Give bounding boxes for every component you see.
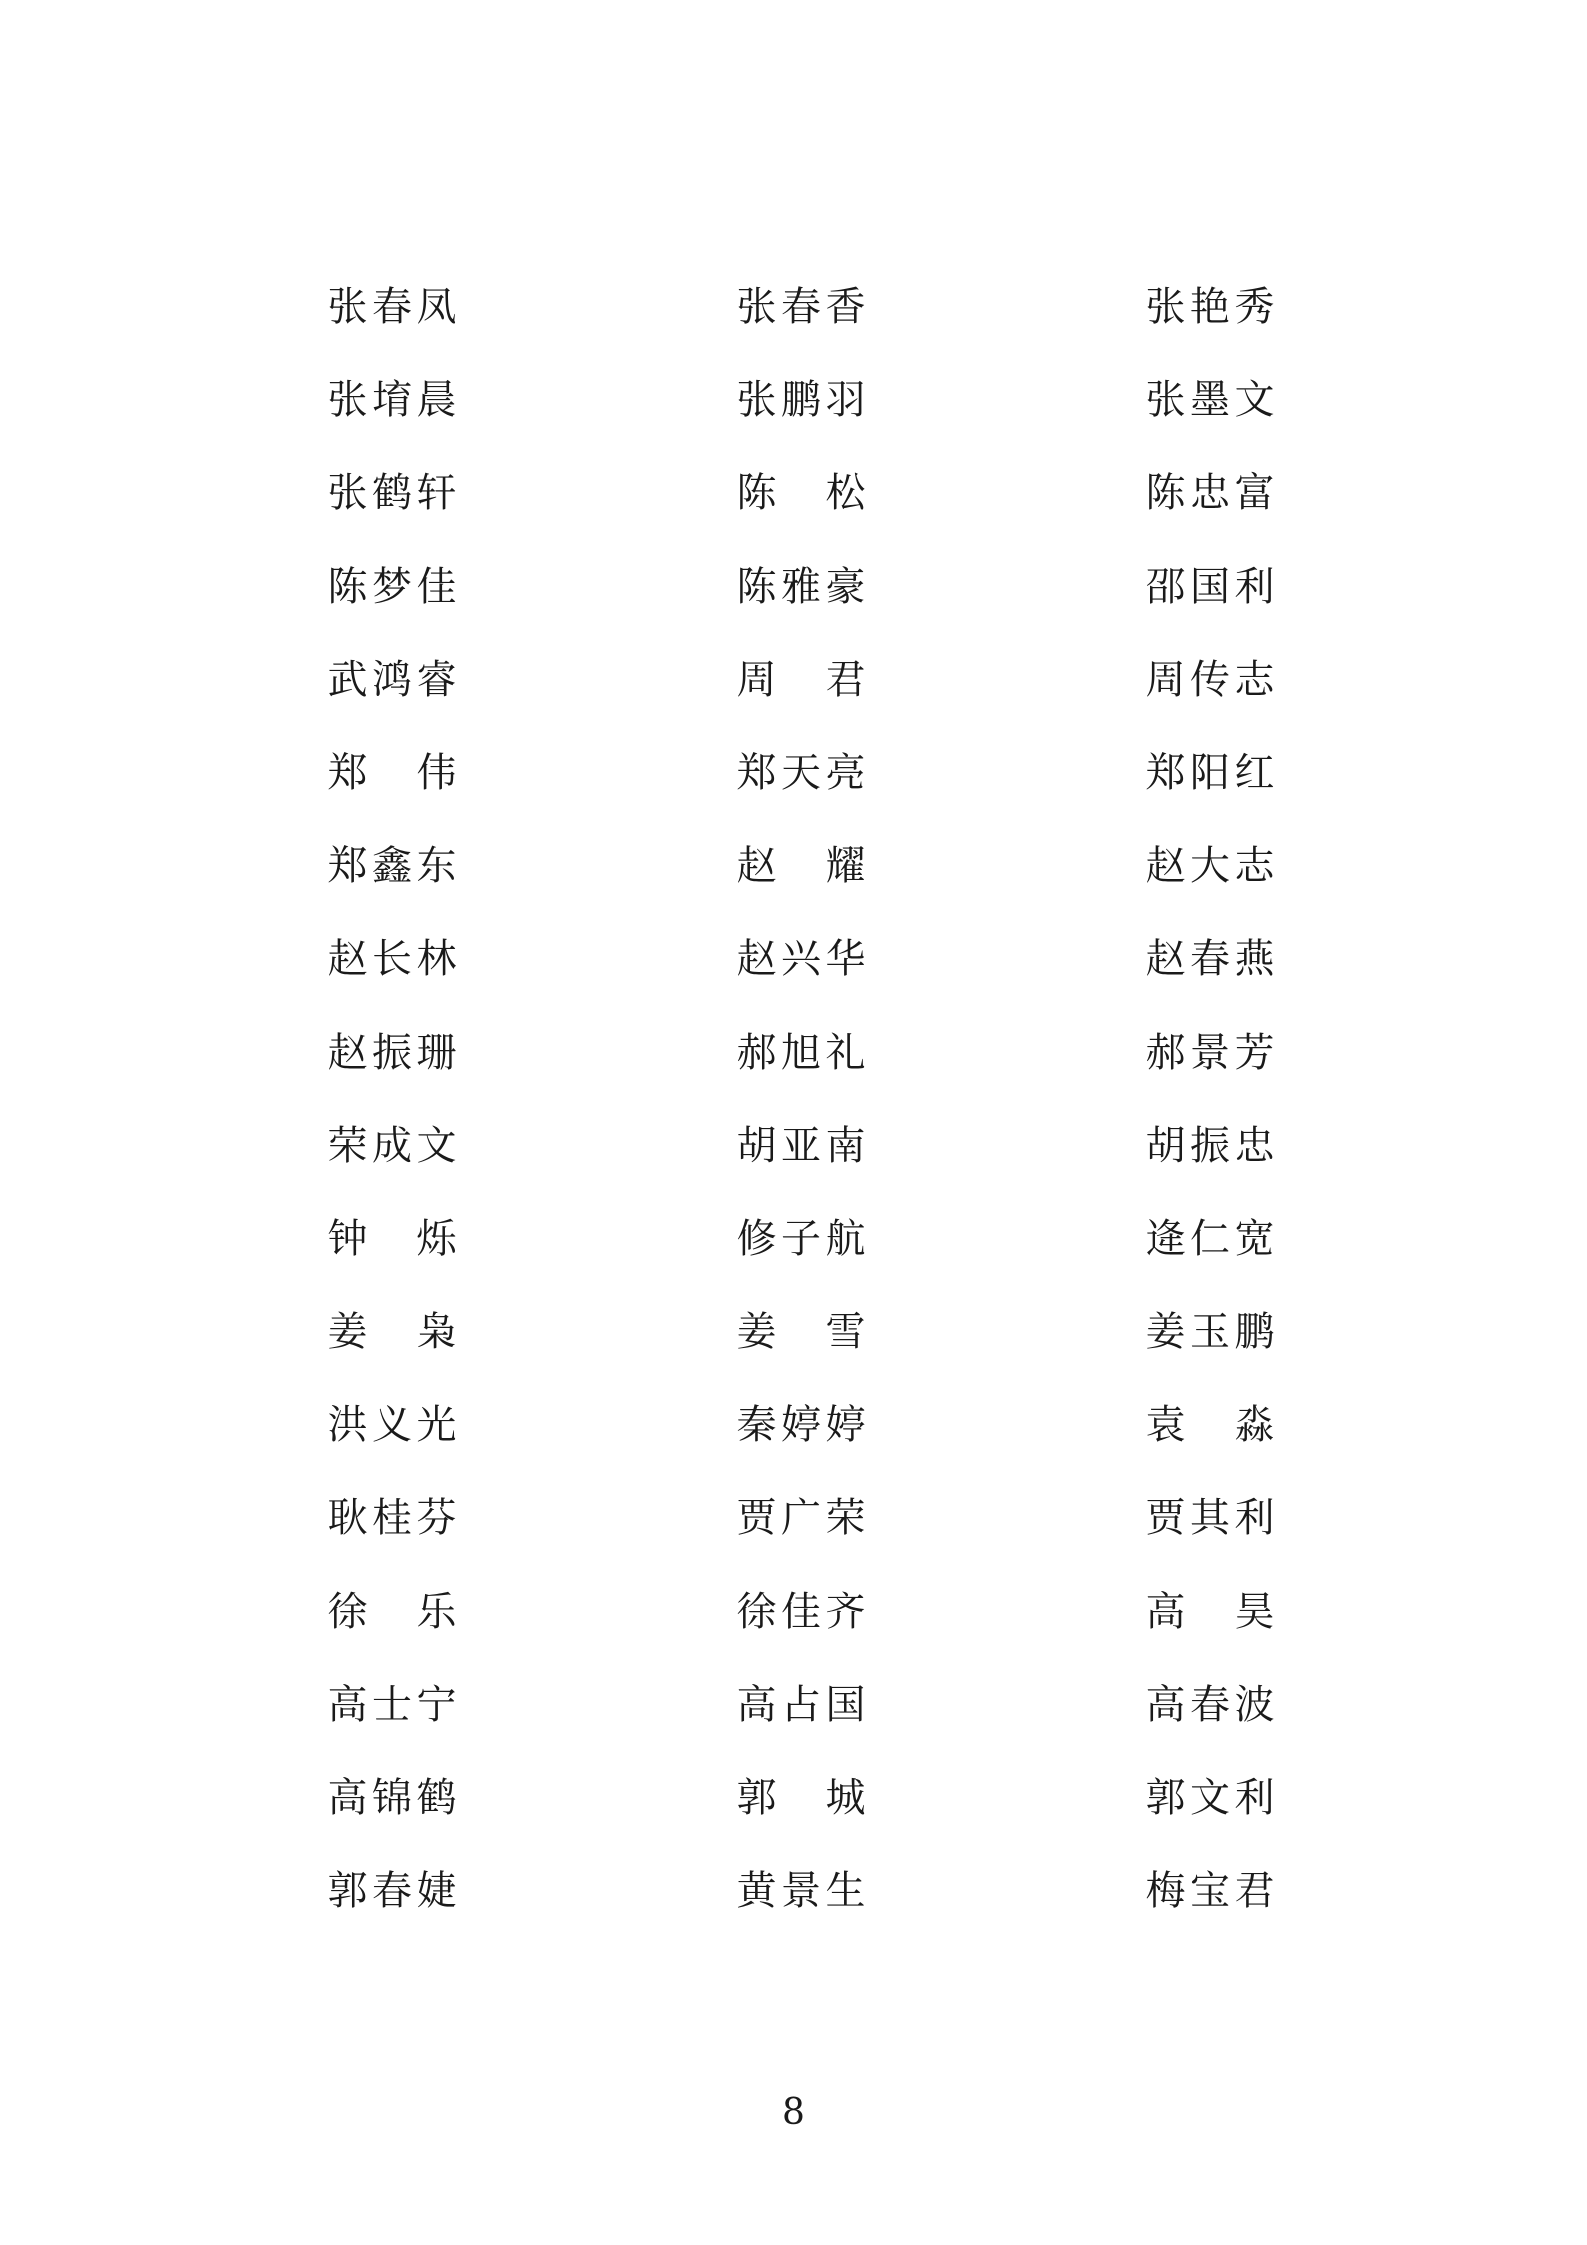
name-row xyxy=(0,836,1587,929)
name-entry: 赵 振 珊 xyxy=(327,1029,457,1076)
name-entry: 郭 城 xyxy=(736,1775,866,1821)
name-entry: 郝 旭 礼 xyxy=(736,1029,866,1076)
name-entry: 高 昊 xyxy=(1145,1588,1275,1635)
name-entry: 张 堉 晨 xyxy=(327,377,457,424)
name-entry: 周 君 xyxy=(736,656,866,703)
name-row xyxy=(0,463,1587,556)
name-entry: 张 春 香 xyxy=(736,284,866,330)
name-entry: 郑 阳 红 xyxy=(1145,749,1275,796)
name-entry: 陈 梦 佳 xyxy=(327,563,457,610)
name-entry: 赵 兴 华 xyxy=(736,936,866,983)
name-entry: 赵 长 林 xyxy=(327,936,457,983)
name-row xyxy=(0,1768,1587,1861)
name-row xyxy=(0,1675,1587,1768)
name-row xyxy=(0,650,1587,743)
name-entry: 赵 耀 xyxy=(736,843,866,890)
name-entry: 徐 佳 齐 xyxy=(736,1588,866,1635)
name-entry: 高 春 波 xyxy=(1145,1681,1275,1728)
name-entry: 张 鹏 羽 xyxy=(736,377,866,424)
name-entry: 郭 文 利 xyxy=(1145,1775,1275,1821)
name-entry: 郭 春 婕 xyxy=(327,1868,457,1915)
name-entry: 钟 烁 xyxy=(327,1215,457,1262)
name-entry: 陈 忠 富 xyxy=(1145,470,1275,517)
name-entry: 袁 淼 xyxy=(1145,1402,1275,1449)
name-entry: 邵 国 利 xyxy=(1145,563,1275,610)
name-entry: 洪 义 光 xyxy=(327,1402,457,1449)
name-entry: 姜 雪 xyxy=(736,1309,866,1356)
name-entry: 秦 婷 婷 xyxy=(736,1402,866,1449)
name-entry: 赵 大 志 xyxy=(1145,843,1275,890)
name-entry: 周 传 志 xyxy=(1145,656,1275,703)
name-entry: 黄 景 生 xyxy=(736,1868,866,1915)
name-entry: 张 鹤 轩 xyxy=(327,470,457,517)
name-entry: 姜 玉 鹏 xyxy=(1145,1309,1275,1356)
name-row xyxy=(0,370,1587,463)
name-row xyxy=(0,1488,1587,1581)
name-row xyxy=(0,1861,1587,1954)
name-entry: 贾 其 利 xyxy=(1145,1495,1275,1542)
name-entry: 高 锦 鹤 xyxy=(327,1775,457,1821)
name-entry: 郑 天 亮 xyxy=(736,749,866,796)
name-entry: 胡 亚 南 xyxy=(736,1122,866,1169)
name-row xyxy=(0,557,1587,650)
name-row xyxy=(0,743,1587,836)
name-row xyxy=(0,1582,1587,1675)
name-row xyxy=(0,1302,1587,1395)
name-entry: 张 艳 秀 xyxy=(1145,284,1275,330)
name-entry: 张 墨 文 xyxy=(1145,377,1275,424)
name-entry: 张 春 凤 xyxy=(327,284,457,330)
name-row xyxy=(0,1209,1587,1302)
name-entry: 逄 仁 宽 xyxy=(1145,1215,1275,1262)
name-row xyxy=(0,1395,1587,1488)
name-entry: 陈 雅 豪 xyxy=(736,563,866,610)
name-entry: 姜 枭 xyxy=(327,1309,457,1356)
name-entry: 赵 春 燕 xyxy=(1145,936,1275,983)
name-entry: 高 占 国 xyxy=(736,1681,866,1728)
name-row xyxy=(0,929,1587,1022)
name-entry: 耿 桂 芬 xyxy=(327,1495,457,1542)
name-entry: 武 鸿 睿 xyxy=(327,656,457,703)
name-entry: 胡 振 忠 xyxy=(1145,1122,1275,1169)
name-entry: 高 士 宁 xyxy=(327,1681,457,1728)
page-number: 8 xyxy=(782,2092,805,2133)
name-entry: 贾 广 荣 xyxy=(736,1495,866,1542)
name-entry: 徐 乐 xyxy=(327,1588,457,1635)
name-row xyxy=(0,1116,1587,1209)
name-entry: 荣 成 文 xyxy=(327,1122,457,1169)
name-entry: 郝 景 芳 xyxy=(1145,1029,1275,1076)
name-row xyxy=(0,1023,1587,1116)
name-entry: 修 子 航 xyxy=(736,1215,866,1262)
name-entry: 郑 鑫 东 xyxy=(327,843,457,890)
name-entry: 郑 伟 xyxy=(327,749,457,796)
name-row xyxy=(0,277,1587,370)
name-list xyxy=(0,277,1587,1954)
name-entry: 梅 宝 君 xyxy=(1145,1868,1275,1915)
name-entry: 陈 松 xyxy=(736,470,866,517)
